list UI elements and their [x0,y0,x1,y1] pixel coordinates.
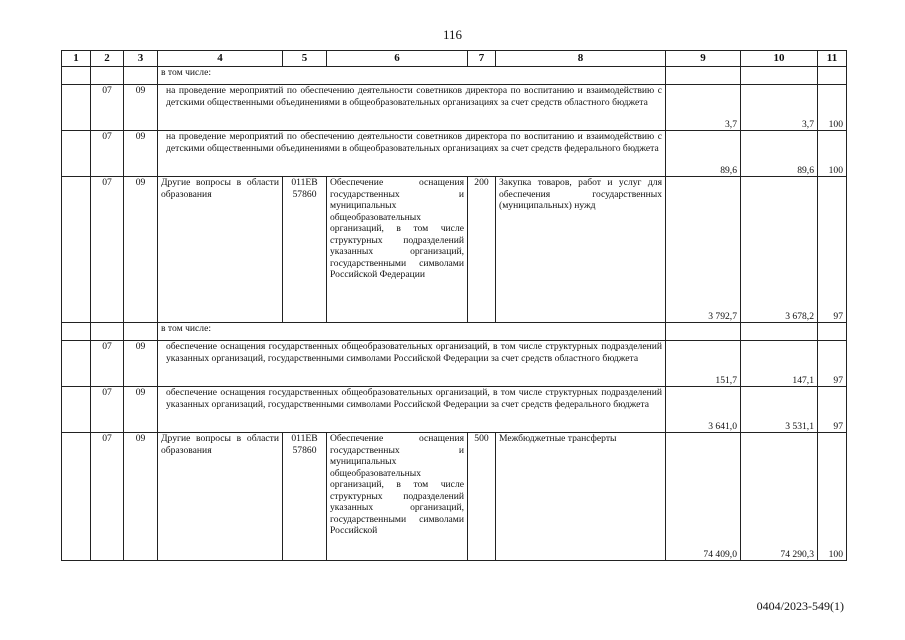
table-row [62,67,847,85]
header-row [62,51,847,67]
empty-cell [62,177,91,323]
empty-cell [62,67,91,85]
subsection-code: 09 [124,85,158,131]
column-header: 10 [741,51,818,67]
subsection-code: 09 [124,131,158,177]
target-article-code: 011ЕВ 57860 [283,177,327,323]
percent-value: 97 [818,387,847,433]
actual-value: 89,6 [741,131,818,177]
subsection-code: 09 [124,433,158,561]
section-code: 07 [91,341,124,387]
section-name: Другие вопросы в области образования [158,433,283,561]
section-code: 07 [91,387,124,433]
budget-table [61,50,847,561]
table-row [62,177,847,323]
actual-value: 3,7 [741,85,818,131]
table-row [62,131,847,177]
empty-cell [62,85,91,131]
empty-cell [124,323,158,341]
page-number: 116 [442,27,463,42]
section-code: 07 [91,177,124,323]
table-row [62,341,847,387]
column-header: 4 [158,51,283,67]
section-name: Другие вопросы в области образования [158,177,283,323]
plan-value: 74 409,0 [666,433,741,561]
empty-cell [62,341,91,387]
table-row [62,323,847,341]
row-description: обеспечение оснащения государственных общеобразовательных организаций, в том числе структурных подразделений указанных организаций, государственными символами Российской Федерации за счет средств федерального бюджета [158,387,666,433]
expense-type-code: 200 [468,177,496,323]
row-description: обеспечение оснащения государственных общеобразовательных организаций, в том числе структурных подразделений указанных организаций, государственными символами Российской Федерации за счет средств областного бюджета [158,341,666,387]
row-description: на проведение мероприятий по обеспечению деятельности советников директора по воспитанию и взаимодействию с детскими общественными объединениями в общеобразовательных организациях за счет средств федерального бюджета [158,131,666,177]
expense-type-name: Закупка товаров, работ и услуг для обеспечения государственных (муниципальных) нужд [496,177,666,323]
row-description: на проведение мероприятий по обеспечению деятельности советников директора по воспитанию и взаимодействию с детскими общественными объединениями в общеобразовательных организациях за счет средств областного бюджета [158,85,666,131]
empty-cell [62,131,91,177]
section-code: 07 [91,85,124,131]
actual-value: 147,1 [741,341,818,387]
target-article-code: 011ЕВ 57860 [283,433,327,561]
plan-value: 151,7 [666,341,741,387]
subsection-code: 09 [124,341,158,387]
column-header: 9 [666,51,741,67]
table-row [62,387,847,433]
document-code: 0404/2023-549(1) [756,599,844,613]
empty-cell [666,67,741,85]
percent-value: 97 [818,177,847,323]
note-text: в том числе: [158,323,666,341]
plan-value: 89,6 [666,131,741,177]
empty-cell [666,323,741,341]
table-row [62,433,847,561]
column-header: 7 [468,51,496,67]
empty-cell [62,433,91,561]
actual-value: 3 678,2 [741,177,818,323]
section-code: 07 [91,131,124,177]
empty-cell [91,323,124,341]
column-header: 11 [818,51,847,67]
empty-cell [741,67,818,85]
column-header: 3 [124,51,158,67]
actual-value: 74 290,3 [741,433,818,561]
expense-type-name: Межбюджетные трансферты [496,433,666,561]
plan-value: 3 792,7 [666,177,741,323]
plan-value: 3,7 [666,85,741,131]
plan-value: 3 641,0 [666,387,741,433]
note-text: в том числе: [158,67,666,85]
empty-cell [818,323,847,341]
actual-value: 3 531,1 [741,387,818,433]
table-row [62,85,847,131]
empty-cell [124,67,158,85]
percent-value: 100 [818,433,847,561]
target-article-name: Обеспечение оснащения государственных и муниципальных общеобразовательных организаций, в том числе структурных подразделений указанных организаций, государственными символами Российской [327,433,468,561]
column-header: 8 [496,51,666,67]
empty-cell [741,323,818,341]
percent-value: 100 [818,85,847,131]
column-header: 5 [283,51,327,67]
column-header: 1 [62,51,91,67]
section-code: 07 [91,433,124,561]
percent-value: 100 [818,131,847,177]
empty-cell [818,67,847,85]
column-header: 6 [327,51,468,67]
target-article-name: Обеспечение оснащения государственных и муниципальных общеобразовательных организаций, в том числе структурных подразделений указанных организаций, государственными символами Российской Федерации [327,177,468,323]
empty-cell [91,67,124,85]
expense-type-code: 500 [468,433,496,561]
percent-value: 97 [818,341,847,387]
subsection-code: 09 [124,177,158,323]
empty-cell [62,323,91,341]
column-header: 2 [91,51,124,67]
subsection-code: 09 [124,387,158,433]
empty-cell [62,387,91,433]
